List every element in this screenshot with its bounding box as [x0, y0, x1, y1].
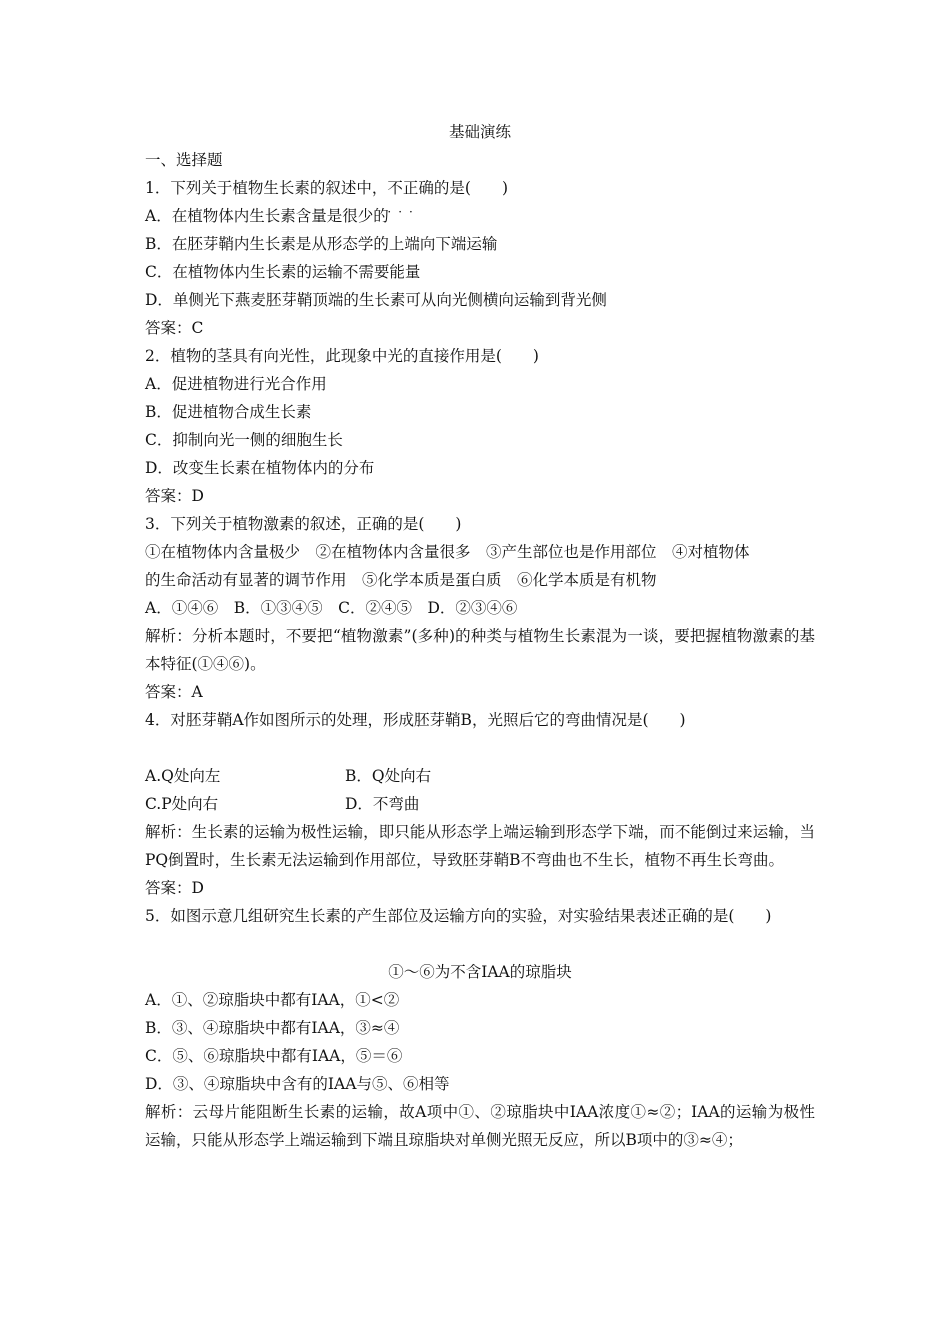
page-title: 基础演练 — [448, 123, 511, 141]
q5-option-b: B．③、④琼脂块中都有IAA，③≈④ — [145, 1019, 400, 1037]
q5-figure-caption: ①～⑥为不含IAA的琼脂块 — [388, 963, 572, 981]
q1-option-c: C．在植物体内生长素的运输不需要能量 — [145, 263, 421, 281]
section-heading: 一、选择题 — [145, 151, 223, 169]
q1-option-d: D．单侧光下燕麦胚芽鞘顶端的生长素可从向光侧横向运输到背光侧 — [145, 291, 607, 309]
q4-figure-placeholder — [145, 734, 815, 762]
q5-option-c: C．⑤、⑥琼脂块中都有IAA，⑤＝⑥ — [145, 1047, 403, 1065]
q1-option-a: A．在植物体内生长素含量是很少的 — [145, 207, 389, 225]
q1-stem-post: 的是( ) — [433, 179, 508, 197]
q5-figure-placeholder — [145, 930, 815, 958]
q3-analysis: 解析：分析本题时，不要把“植物激素”(多种)的种类与植物生长素混为一谈，要把握植物激素的基本特征(①④⑥)。 — [145, 627, 815, 673]
q4-stem: 4．对胚芽鞘A作如图所示的处理，形成胚芽鞘B，光照后它的弯曲情况是( ) — [145, 711, 686, 729]
q2-option-a: A．促进植物进行光合作用 — [145, 375, 327, 393]
q1-option-b: B．在胚芽鞘内生长素是从形态学的上端向下端运输 — [145, 235, 498, 253]
q2-option-d: D．改变生长素在植物体内的分布 — [145, 459, 375, 477]
q5-option-d: D．③、④琼脂块中含有的IAA与⑤、⑥相等 — [145, 1075, 450, 1093]
q1-stem-pre: 1．下列关于植物生长素的叙述中， — [145, 179, 388, 197]
q5-option-a: A．①、②琼脂块中都有IAA，①<② — [145, 991, 400, 1009]
q2-option-b: B．促进植物合成生长素 — [145, 403, 312, 421]
q1-stem-emphasis: 不正确 ··· — [387, 179, 434, 197]
q4-answer: 答案：D — [145, 879, 204, 897]
q3-items-line2: 的生命活动有显著的调节作用 ⑤化学本质是蛋白质 ⑥化学本质是有机物 — [145, 571, 657, 589]
q4-options-row2 — [145, 790, 815, 818]
q4-option-b: B．Q处向右 — [345, 767, 432, 785]
q2-option-c: C．抑制向光一侧的细胞生长 — [145, 431, 343, 449]
q3-stem: 3．下列关于植物激素的叙述，正确的是( ) — [145, 515, 462, 533]
q3-answer: 答案：A — [145, 683, 203, 701]
q2-stem: 2．植物的茎具有向光性，此现象中光的直接作用是( ) — [145, 347, 539, 365]
document-page — [145, 118, 815, 1154]
q1-answer: 答案：C — [145, 319, 204, 337]
q4-options-row1 — [145, 762, 815, 790]
q4-analysis: 解析：生长素的运输为极性运输，即只能从形态学上端运输到形态学下端，而不能倒过来运输，当PQ倒置时，生长素无法运输到作用部位，导致胚芽鞘B不弯曲也不生长，植物不再生长弯曲。 — [145, 823, 815, 869]
q4-option-c: C.P处向右 — [145, 795, 219, 813]
q3-items-line1: ①在植物体内含量极少 ②在植物体内含量很多 ③产生部位也是作用部位 ④对植物体 — [145, 543, 750, 561]
q2-answer: 答案：D — [145, 487, 204, 505]
q4-option-d: D．不弯曲 — [345, 795, 420, 813]
emphasis-dots-icon: ··· — [387, 205, 420, 219]
q5-stem: 5．如图示意几组研究生长素的产生部位及运输方向的实验，对实验结果表述正确的是( ) — [145, 907, 772, 925]
q5-analysis: 解析：云母片能阻断生长素的运输，故A项中①、②琼脂块中IAA浓度①≈②；IAA的运输为极性运输，只能从形态学上端运输到下端且琼脂块对单侧光照无反应，所以B项中的③≈④； — [145, 1103, 815, 1149]
q3-options: A．①④⑥ B．①③④⑤ C．②④⑤ D．②③④⑥ — [145, 599, 518, 617]
q4-option-a: A.Q处向左 — [145, 767, 221, 785]
